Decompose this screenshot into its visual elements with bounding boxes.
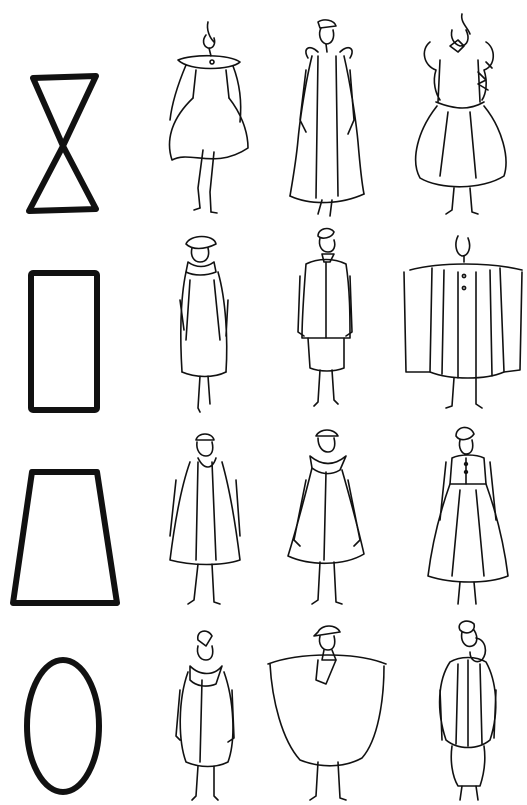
paper-background bbox=[0, 0, 527, 805]
silhouette-chart bbox=[0, 0, 527, 805]
